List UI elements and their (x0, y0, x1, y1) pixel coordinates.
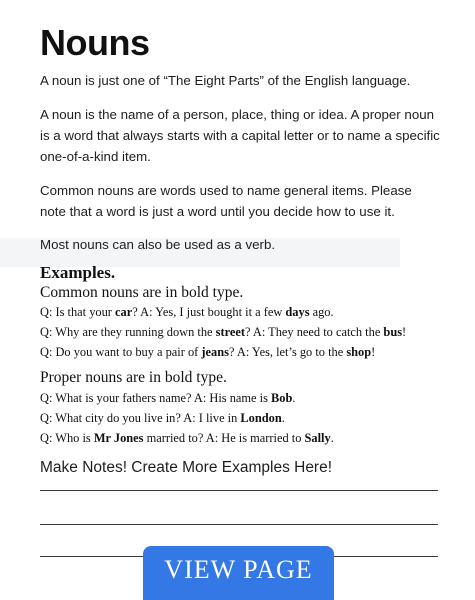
common-nouns-subheading: Common nouns are in bold type. (40, 284, 244, 301)
example-text: married to? A: He is married to (143, 431, 305, 445)
examples-heading: Examples. (40, 263, 116, 282)
definition-paragraph: A noun is the name of a person, place, thing or idea. A proper noun is a word that always starts with a capital letter or to name a specific one-of-a-kind item. (40, 107, 440, 164)
example-text: ? A: Yes, let’s go to the (228, 345, 347, 359)
example-text: Q: Is that your (40, 305, 116, 319)
common-example-line (40, 305, 334, 320)
bold-noun: car (115, 305, 133, 319)
example-text: . (281, 411, 285, 425)
bold-noun: Sally (304, 431, 331, 445)
example-text: Q: Do you want to buy a pair of (40, 345, 202, 359)
example-text: ! (371, 345, 376, 359)
view-page-button[interactable]: VIEW PAGE (143, 546, 334, 600)
example-text: ? A: They need to catch the (244, 325, 384, 339)
bold-noun: street (215, 325, 245, 339)
bold-noun: days (285, 305, 310, 319)
proper-example-line (40, 391, 295, 406)
bold-noun: Mr Jones (93, 431, 144, 445)
example-text: ! (402, 325, 407, 339)
notes-writing-line (40, 524, 438, 525)
notes-heading: Make Notes! Create More Examples Here! (40, 459, 333, 476)
example-text: Q: What city do you live in? A: I live in (40, 411, 241, 425)
proper-example-line (40, 431, 334, 446)
notes-writing-line (40, 490, 438, 491)
verb-paragraph: Most nouns can also be used as a verb. (40, 237, 276, 252)
common-example-line (40, 345, 375, 360)
example-text: ? A: Yes, I just bought it a few (132, 305, 286, 319)
bold-noun: London (240, 411, 282, 425)
intro-paragraph: A noun is just one of “The Eight Parts” of the English language. (40, 73, 411, 88)
example-text: Q: Why are they running down the (40, 325, 216, 339)
bold-noun: shop (346, 345, 372, 359)
example-text: . (330, 431, 334, 445)
example-text: Q: Who is (40, 431, 94, 445)
proper-nouns-subheading: Proper nouns are in bold type. (40, 369, 227, 386)
bold-noun: bus (383, 325, 403, 339)
bold-noun: Bob (271, 391, 293, 405)
common-nouns-paragraph: Common nouns are words used to name general items. Please note that a word is just a word until you decide how to use it. (40, 183, 412, 219)
page-title: Nouns (40, 22, 150, 63)
example-text: ago. (309, 305, 334, 319)
example-text: Q: What is your fathers name? A: His name is (40, 391, 272, 405)
proper-example-line (40, 411, 285, 426)
common-example-line (40, 325, 406, 340)
example-text: . (292, 391, 296, 405)
bold-noun: jeans (201, 345, 229, 359)
